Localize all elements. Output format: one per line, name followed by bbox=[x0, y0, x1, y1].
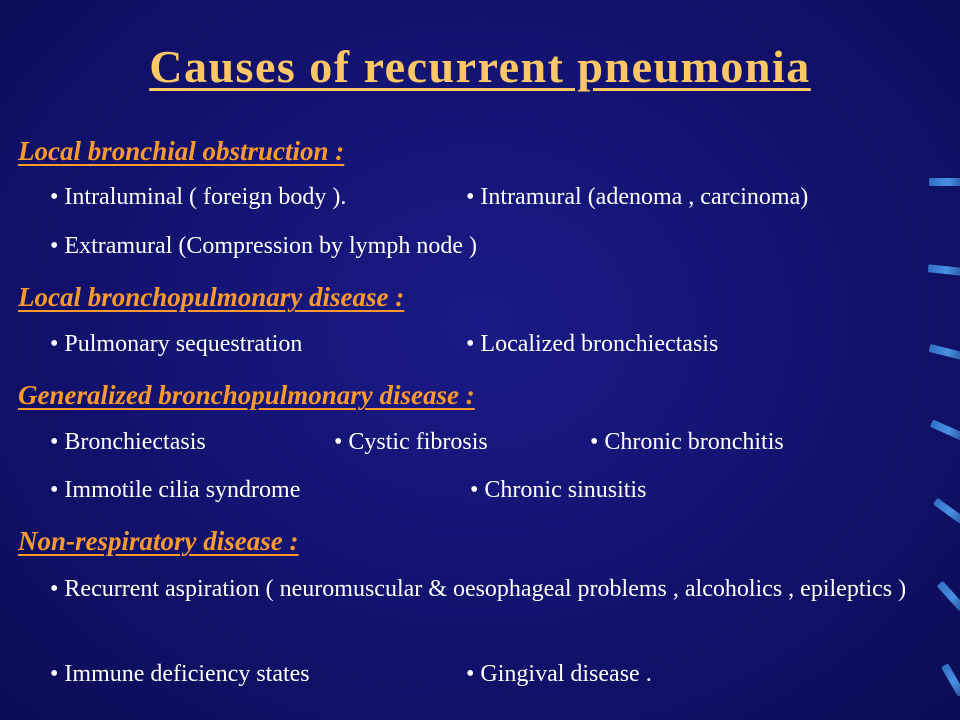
decorative-dash bbox=[930, 419, 960, 440]
section-heading-local-bronchial-obstruction: Local bronchial obstruction : bbox=[18, 136, 345, 166]
decorative-dash bbox=[937, 581, 960, 612]
decorative-dash bbox=[929, 178, 960, 186]
bullet-intraluminal: • Intraluminal ( foreign body ). bbox=[50, 184, 347, 210]
decorative-dash bbox=[941, 663, 960, 696]
section-heading-local-bronchopulmonary-disease: Local bronchopulmonary disease : bbox=[18, 282, 405, 312]
bullet-recurrent-aspiration: • Recurrent aspiration ( neuromuscular & oesophageal problems , alcoholics , epileptics ) bbox=[50, 576, 907, 602]
decorative-dash bbox=[929, 344, 960, 360]
bullet-extramural: • Extramural (Compression by lymph node ) bbox=[50, 233, 477, 259]
bullet-bronchiectasis: • Bronchiectasis bbox=[50, 429, 206, 455]
bullet-intramural: • Intramural (adenoma , carcinoma) bbox=[466, 184, 809, 210]
bullet-chronic-sinusitis: • Chronic sinusitis bbox=[470, 477, 647, 503]
bullet-chronic-bronchitis: • Chronic bronchitis bbox=[590, 429, 784, 455]
bullet-pulmonary-sequestration: • Pulmonary sequestration bbox=[50, 331, 303, 357]
bullet-localized-bronchiectasis: • Localized bronchiectasis bbox=[466, 331, 719, 357]
section-heading-generalized-bronchopulmonary-disease: Generalized bronchopulmonary disease : bbox=[18, 380, 475, 410]
decorative-dash bbox=[933, 498, 960, 524]
bullet-gingival-disease: • Gingival disease . bbox=[466, 661, 652, 687]
decorative-dash bbox=[928, 264, 960, 276]
bullet-cystic-fibrosis: • Cystic fibrosis bbox=[334, 429, 488, 455]
bullet-immune-deficiency-states: • Immune deficiency states bbox=[50, 661, 310, 687]
section-heading-non-respiratory-disease: Non-respiratory disease : bbox=[18, 526, 299, 556]
bullet-immotile-cilia-syndrome: • Immotile cilia syndrome bbox=[50, 477, 301, 503]
slide-title: Causes of recurrent pneumonia bbox=[149, 41, 811, 92]
